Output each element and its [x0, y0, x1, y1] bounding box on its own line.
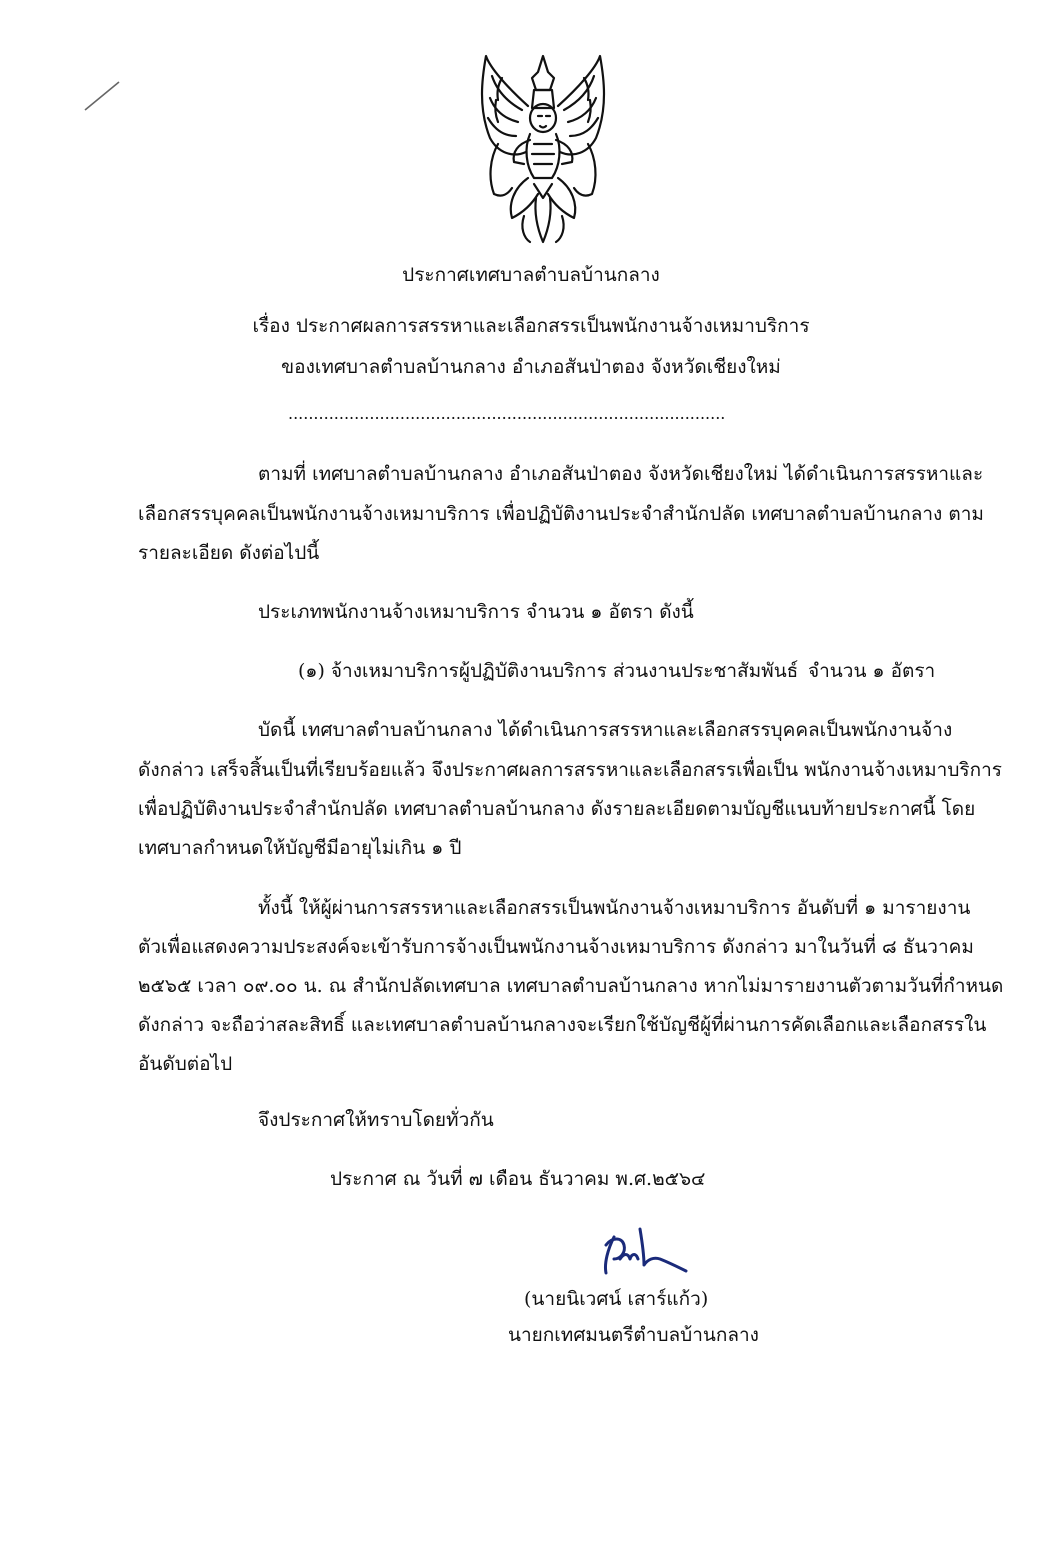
paragraph-2-line-3: เพื่อปฏิบัติงานประจำสำนักปลัด เทศบาลตำบลบ้านกลาง ดังรายละเอียดตามบัญชีแนบท้ายประกาศนี้ โดย	[138, 798, 976, 820]
announcement-title: ประกาศเทศบาลตำบลบ้านกลาง	[402, 264, 660, 286]
paragraph-3-line-3: ๒๕๖๕ เวลา ๐๙.๐๐ น. ณ สำนักปลัดเทศบาล เทศบาลตำบลบ้านกลาง หากไม่มารายงานตัวตามวันที่กำหนด	[138, 975, 1004, 997]
paragraph-1-line-2: เลือกสรรบุคคลเป็นพนักงานจ้างเหมาบริการ เพื่อปฏิบัติงานประจำสำนักปลัด เทศบาลตำบลบ้านกลาง ตาม	[138, 503, 984, 525]
signatory-position: นายกเทศมนตรีตำบลบ้านกลาง	[508, 1324, 759, 1346]
pen-stroke-icon	[82, 78, 122, 114]
announcement-subject: เรื่อง ประกาศผลการสรรหาและเลือกสรรเป็นพนักงานจ้างเหมาบริการ	[252, 315, 810, 337]
signature-scribble-icon	[598, 1225, 690, 1285]
announcement-subject-continued: ของเทศบาลตำบลบ้านกลาง อำเภอสันป่าตอง จังหวัดเชียงใหม่	[281, 356, 781, 378]
paragraph-3-line-4: ดังกล่าว จะถือว่าสละสิทธิ์ และเทศบาลตำบลบ้านกลางจะเรียกใช้บัญชีผู้ที่ผ่านการคัดเลือกและเลือกสรรใน	[138, 1014, 987, 1036]
garuda-emblem-icon	[468, 48, 618, 248]
paragraph-3-line-1: ทั้งนี้ ให้ผู้ผ่านการสรรหาและเลือกสรรเป็นพนักงานจ้างเหมาบริการ อันดับที่ ๑ มารายงาน	[258, 897, 971, 919]
dotted-separator: ......................................................................................	[288, 404, 726, 423]
signatory-name: (นายนิเวศน์ เสาร์แก้ว)	[524, 1288, 709, 1310]
paragraph-2-line-4: เทศบาลกำหนดให้บัญชีมีอายุไม่เกิน ๑ ปี	[138, 837, 462, 859]
paragraph-2-line-1: บัดนี้ เทศบาลตำบลบ้านกลาง ได้ดำเนินการสรรหาและเลือกสรรบุคคลเป็นพนักงานจ้าง	[258, 719, 953, 741]
paragraph-1-line-1: ตามที่ เทศบาลตำบลบ้านกลาง อำเภอสันป่าตอง จังหวัดเชียงใหม่ ได้ดำเนินการสรรหาและ	[258, 463, 984, 485]
paragraph-3-line-2: ตัวเพื่อแสดงความประสงค์จะเข้ารับการจ้างเป็นพนักงานจ้างเหมาบริการ ดังกล่าว มาในวันที่ ๘ ธันวาคม	[138, 936, 974, 958]
paragraph-1-line-3: รายละเอียด ดังต่อไปนี้	[138, 542, 320, 564]
position-item-1-count: จำนวน ๑ อัตรา	[808, 660, 936, 682]
paragraph-3-line-5: อันดับต่อไป	[138, 1053, 233, 1075]
position-category: ประเภทพนักงานจ้างเหมาบริการ จำนวน ๑ อัตรา ดังนี้	[258, 601, 694, 623]
closing-statement: จึงประกาศให้ทราบโดยทั่วกัน	[258, 1109, 494, 1131]
paragraph-2-line-2: ดังกล่าว เสร็จสิ้นเป็นที่เรียบร้อยแล้ว จึงประกาศผลการสรรหาและเลือกสรรเพื่อเป็น พนักงานจ้างเหมาบริการ	[138, 759, 1002, 781]
announcement-date: ประกาศ ณ วันที่ ๗ เดือน ธันวาคม พ.ศ.๒๕๖๔	[330, 1168, 706, 1190]
position-item-1-label: (๑) จ้างเหมาบริการผู้ปฏิบัติงานบริการ ส่วนงานประชาสัมพันธ์	[298, 660, 799, 682]
